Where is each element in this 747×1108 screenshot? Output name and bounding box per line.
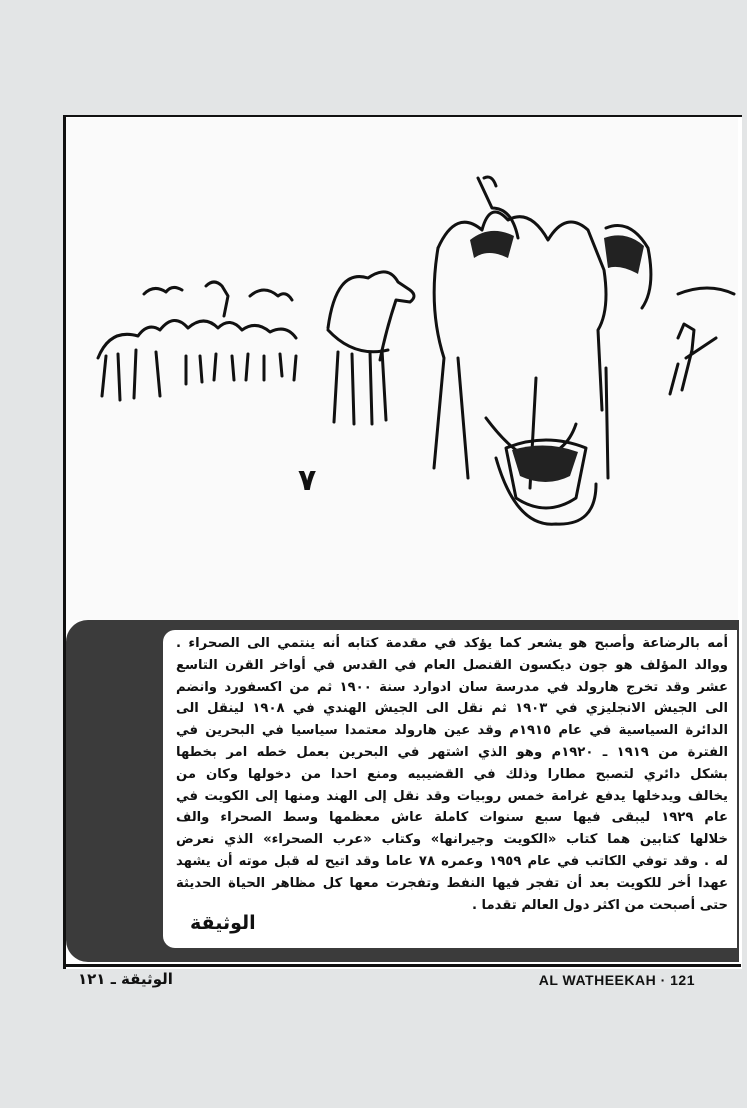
footer-page-number-latin: AL WATHEEKAH · 121 <box>538 972 695 988</box>
article-signature: الوثيقة <box>190 912 256 934</box>
article-line: خلالها كتابين هما كتاب «الكويت وجيرانها» وكتاب «عرب الصحراء» الذي نعرض <box>176 832 728 848</box>
article-line: ووالد المؤلف هو جون ديكسون القنصل العام في القدس في أواخر القرن التاسع <box>176 657 728 673</box>
article-line: الى الجيش الانجليزي في ١٩٠٣ ثم نقل الى الجيش الهندي في ١٩٠٨ لينقل الى <box>176 701 729 717</box>
article-line: عشر وقد تخرج هارولد في مدرسة سان ادوارد سنة ١٩٠٠ ثم من اكسفورد وانضم <box>176 679 728 695</box>
article-line: حتى أصبحت من اكثر دول العالم تقدما . <box>471 897 728 913</box>
article-line: بشكل دائري لتصبح مطارا وذلك في القضيبيه ومنع احدا من دخولها وكان من <box>176 766 728 782</box>
article-line: له . وقد توفي الكاتب في عام ١٩٥٩ وعمره ٧٨ عاما وقد اتيح له قبل موته أن يشهد <box>176 853 728 869</box>
article-line: يخالف ويدخلها يدفع غرامة خمس روبيات وقد نقل إلى الهند ومنها إلى الكويت في <box>176 788 728 804</box>
illustration-mark: ٧ <box>298 463 317 498</box>
article-line: الدائرة السياسية في عام ١٩١٥م وقد عين هارولد معتمدا سياسيا في البحرين في <box>176 723 728 739</box>
article-line: عهدا أخر للكويت بعد أن تفجر فيها النفط وتفجرت معها كل مظاهر الحياة الحديثة <box>176 875 728 891</box>
footer-page-number-arabic: الوثيقة ـ ١٢١ <box>78 970 173 988</box>
camel-illustration <box>66 118 738 620</box>
article-line: عام ١٩٢٩ ليبقى فيها سبع سنوات كاملة عاش معظمها وسط الصحراء والف <box>176 810 728 826</box>
article-line: الفترة من ١٩١٩ ـ ١٩٢٠م وهو الذي اشتهر في البحرين بعمل خطه امر بخطها <box>176 744 728 760</box>
footer-divider <box>63 964 741 967</box>
camel-drawing <box>66 118 738 620</box>
article-body <box>176 633 728 916</box>
article-line: أمه بالرضاعة وأصبح هو يشعر كما يؤكد في مقدمة كتابه أنه ينتمي الى الصحراء . <box>176 636 728 651</box>
